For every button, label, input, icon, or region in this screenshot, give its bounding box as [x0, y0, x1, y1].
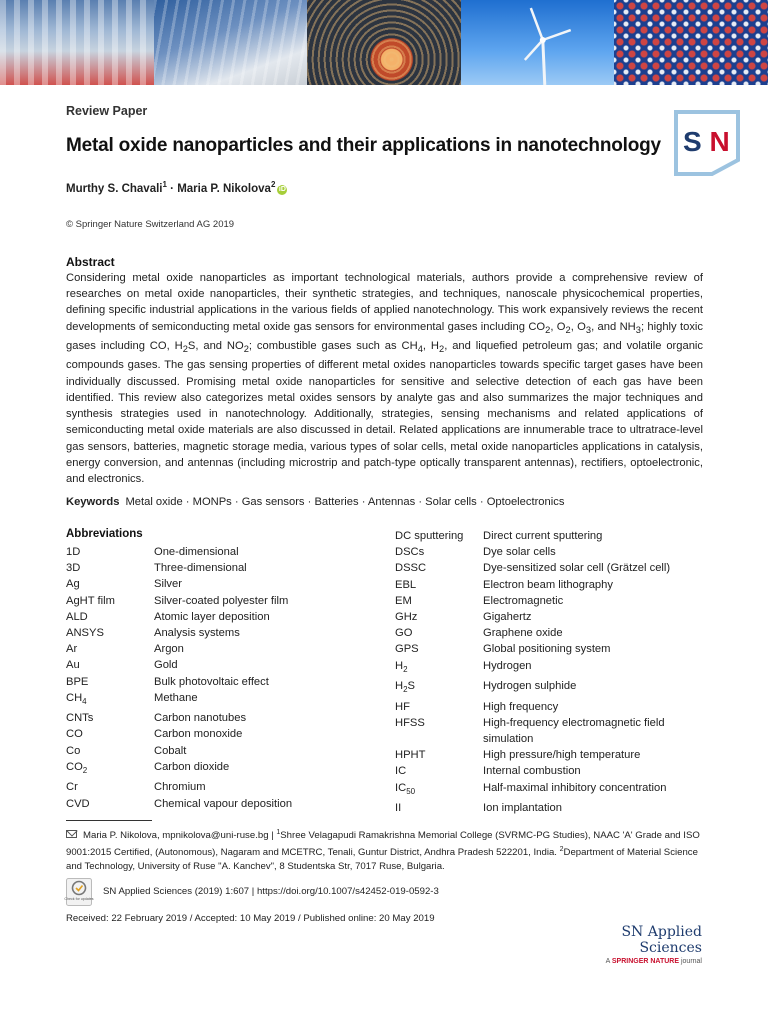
abbreviation-row	[395, 593, 715, 609]
journal-brand	[560, 924, 702, 965]
banner-photo-coil	[307, 0, 461, 85]
email-icon[interactable]	[66, 830, 77, 838]
abbreviation-definition: High pressure/high temperature	[483, 749, 641, 762]
abbreviation-term: 3D	[66, 562, 81, 575]
abbreviation-term: DC sputtering	[395, 530, 464, 542]
svg-text:S N	[683, 126, 730, 157]
abbreviation-term: $H_2$	[395, 659, 408, 674]
abbreviation-row	[395, 625, 715, 641]
check-for-updates-icon[interactable]	[66, 878, 92, 906]
sn-logo-icon	[672, 108, 742, 178]
abbreviation-row	[66, 625, 366, 641]
keywords-list: Metal oxide · MONPs · Gas sensors · Batteries · Antennas · Solar cells · Optoelectronics	[125, 496, 565, 508]
abbreviation-definition: Silver	[154, 578, 182, 591]
badge-text: Check for updates	[64, 897, 94, 901]
abbreviation-row	[395, 780, 715, 800]
journal-citation[interactable]: SN Applied Sciences (2019) 1:607 | https://doi.org/10.1007/s42452-019-0592-3	[103, 886, 439, 897]
abbreviation-row	[395, 577, 715, 593]
abbreviation-term: GPS	[395, 643, 419, 656]
abbreviation-row	[395, 763, 715, 779]
abbreviation-definition: Dye solar cells	[483, 546, 556, 559]
keywords-label: Keywords	[66, 496, 120, 508]
author-name[interactable]: Maria P. Nikolova	[177, 182, 271, 195]
abbreviation-term: Ag	[66, 578, 80, 591]
paper-type: Review Paper	[66, 104, 148, 118]
abbreviation-row	[395, 678, 715, 698]
header-banner	[0, 0, 768, 85]
abbreviation-definition: Dye-sensitized solar cell (Grätzel cell)	[483, 562, 671, 575]
abbreviation-definition: Global positioning system	[483, 643, 611, 656]
abbreviation-row	[66, 657, 366, 673]
abbreviation-row	[66, 560, 366, 576]
abbreviation-definition: Gigahertz	[483, 611, 532, 624]
abbreviations-list-right	[395, 528, 715, 816]
affiliation-2: Department of Material Science and Technology, University of Ruse "A. Kanchev", 8 Studentska Str, 7017 Ruse, Bulgaria.	[66, 847, 698, 873]
abbreviation-definition: Direct current sputtering	[483, 530, 603, 542]
abbreviation-row	[66, 759, 366, 779]
abbreviation-definition: High frequency	[483, 700, 559, 713]
abbreviation-definition: Internal combustion	[483, 765, 581, 778]
abbreviation-row	[395, 560, 715, 576]
abbreviation-row	[66, 674, 366, 690]
abbreviation-definition: Gold	[154, 659, 178, 672]
abbreviation-term: DSCs	[395, 546, 425, 559]
abbreviation-row	[395, 800, 715, 816]
abbreviation-row	[66, 796, 366, 812]
abbreviation-definition: Chromium	[154, 781, 206, 794]
abbreviation-term: $CO_2$	[66, 760, 88, 776]
abbreviation-definition: High-frequency electromagnetic field simulation	[483, 716, 665, 745]
logo-text: S	[683, 126, 702, 157]
banner-photo-machinery	[154, 0, 308, 85]
paper-title: Metal oxide nanoparticles and their applications in nanotechnology	[66, 135, 661, 156]
abbreviation-term: CO	[66, 728, 83, 741]
banner-photo-city	[0, 0, 154, 85]
abbreviation-row	[66, 576, 366, 592]
abbreviation-row	[66, 779, 366, 795]
abbreviation-term: EBL	[395, 578, 417, 591]
abbreviation-definition: Carbon monoxide	[154, 728, 243, 741]
abbreviation-term: IC	[395, 765, 407, 778]
abbreviation-term: HFSS	[395, 716, 425, 729]
abbreviation-row	[66, 690, 366, 710]
abbreviation-row	[395, 699, 715, 715]
copyright-notice: © Springer Nature Switzerland AG 2019	[66, 219, 235, 230]
abbreviation-term: GHz	[395, 611, 418, 624]
abbreviation-definition: Hydrogen sulphide	[483, 680, 577, 693]
logo-letter: N	[709, 126, 730, 157]
abbreviation-row	[395, 658, 715, 678]
abbreviation-term: DSSC	[395, 562, 427, 575]
publication-dates: Received: 22 February 2019 / Accepted: 10 May 2019 / Published online: 20 May 2019	[66, 913, 435, 924]
abbreviation-definition: Electron beam lithography	[483, 578, 613, 591]
abbreviation-term: HPHT	[395, 749, 426, 762]
abbreviation-term: CVD	[66, 797, 90, 810]
abbreviation-definition: Methane	[154, 691, 198, 704]
abstract-body: Considering metal oxide nanoparticles as important technological materials, authors provide a comprehensive review of researches on metal oxide nanoparticles, their synthetic strategies, and techniques, nanoscale physicochemical properties, defining specific industrial applications in the various fields of applied nanotechnology. This work expansively reviews the recent developments of semiconducting metal oxide gas sensors for environmental gases including $CO_2$, $O_2$, $O_3$, and $NH_3$; highly toxic gases including CO, $H_2S$, and $NO_2$; combustible gases such as $CH_4$, $H_2$, and liquefied petroleum gas; and volatile organic compounds gases. The gas sensing properties of different metal oxides nanoparticles towards specific target gases have been individually discussed. Promising metal oxide nanoparticles for sensitive and selective detection of each gas have been identified. This review also categorizes metal oxides sensors by analyte gas and also summarizes the major techniques and synthesis strategies used in nanotechnology. Additionally, strategies, sensing mechanisms and related applications of semiconducting metal oxide materials are also discussed in detail. Related applications are innumerable trace to ultratrace-level gas sensors, batteries, magnetic storage media, various types of solar cells, metal oxide nanoparticles applications in catalysis, energy conversion, and antennas (including microstrip and patch-type optically transparent antennas), rectifiers, optoelectronic, and electronics.	[66, 272, 704, 485]
abbreviation-term: ANSYS	[66, 627, 104, 640]
publisher-line: A SPRINGER NATURE journal	[605, 958, 702, 965]
abbreviations-list-left	[66, 544, 366, 812]
abbreviation-row	[395, 641, 715, 657]
abbreviation-row	[395, 609, 715, 625]
banner-photo-molecules	[614, 0, 768, 85]
abbreviation-term: Au	[66, 659, 80, 672]
abstract-heading: Abstract	[66, 255, 115, 269]
abbreviation-term: Ar	[66, 643, 78, 656]
abbreviation-row	[395, 544, 715, 560]
corresponding-author[interactable]: Maria P. Nikolova, mpnikolova@uni-ruse.bg |	[83, 830, 277, 842]
affiliation-marker: 1	[162, 180, 167, 189]
abbreviation-definition: Electromagnetic	[483, 594, 564, 607]
author-name[interactable]: Murthy S. Chavali	[66, 182, 163, 195]
abbreviation-term: CNTs	[66, 712, 94, 725]
wind-turbine-icon	[461, 0, 615, 85]
affiliation-marker: 2	[270, 180, 276, 189]
abbreviation-definition: Carbon nanotubes	[154, 712, 247, 725]
abbreviation-term: AgHT film	[66, 594, 115, 607]
abbreviation-term: Cr	[66, 781, 78, 794]
abbreviation-row	[395, 715, 715, 747]
banner-photo-wind-turbine	[461, 0, 615, 85]
abbreviation-definition: Carbon dioxide	[154, 760, 230, 773]
abbreviation-term: EM	[395, 594, 412, 607]
abbreviation-row	[66, 726, 366, 742]
orcid-icon[interactable]: iD	[278, 185, 286, 193]
abbreviation-row	[66, 641, 366, 657]
author-separator: ·	[166, 182, 178, 195]
abbreviation-definition: Three-dimensional	[154, 562, 247, 575]
abbreviation-row	[66, 593, 366, 609]
abbreviations-heading: Abbreviations	[66, 528, 143, 540]
abbreviation-definition: Silver-coated polyester film	[154, 594, 289, 607]
abbreviation-definition: Ion implantation	[483, 801, 562, 814]
footnote-rule	[66, 820, 152, 821]
abbreviation-term: BPE	[66, 675, 89, 688]
abbreviation-row	[66, 743, 366, 759]
abbreviation-term: Co	[66, 744, 81, 757]
abbreviation-term: $IC_{50}$	[395, 781, 416, 796]
abbreviation-term: ALD	[66, 610, 88, 623]
abbreviation-definition: Half-maximal inhibitory concentration	[483, 781, 667, 794]
abbreviation-term: $H_2S$	[395, 680, 416, 695]
abbreviation-term: 1D	[66, 546, 81, 558]
abbreviation-term: $CH_4$	[66, 691, 87, 707]
keywords	[66, 496, 703, 508]
abbreviation-definition: Argon	[154, 643, 184, 656]
abbreviation-definition: One-dimensional	[154, 546, 239, 558]
affiliation-1: Shree Velagapudi Ramakrishna Memorial College (SVRMC-PG Studies), NAAC 'A' Grade and ISO 9001:2015 Certified, (Autonomous), Nagaram and MCETRC, Tenali, Guntur District, Andhra Pradesh 522201, India.	[66, 830, 700, 859]
abbreviation-definition: Bulk photovoltaic effect	[154, 675, 269, 688]
journal-name: SN Applied Sciences	[621, 924, 702, 956]
footnote-affiliations: Maria P. Nikolova, mpnikolova@uni-ruse.bg | $^1$Shree Velagapudi Ramakrishna Memorial College (SVRMC-PG Studies), NAAC 'A' Grade and ISO 9001:2015 Certified, (Autonomous), Nagaram and MCETRC, Tenali, Guntur District, Andhra Pradesh 522201, India. $^2$Department of Material Science and Technology, University of Ruse "A. Kanchev", 8 Studentska Str, 7017 Ruse, Bulgaria.	[66, 829, 700, 873]
abbreviation-definition: Chemical vapour deposition	[154, 797, 293, 810]
abbreviation-definition: Cobalt	[154, 744, 187, 757]
abbreviation-row	[66, 710, 366, 726]
abbreviation-row	[395, 747, 715, 763]
abbreviation-row	[66, 609, 366, 625]
abbreviation-term: HF	[395, 700, 410, 713]
abbreviation-term: GO	[395, 627, 413, 640]
abbreviation-definition: Atomic layer deposition	[154, 610, 270, 623]
abbreviation-row	[66, 544, 366, 560]
author-list	[66, 180, 287, 195]
abbreviation-definition: Analysis systems	[154, 627, 240, 640]
abbreviation-definition: Graphene oxide	[483, 627, 563, 640]
abbreviation-definition: Hydrogen	[483, 659, 532, 672]
abbreviation-term: II	[395, 801, 402, 814]
abbreviation-row	[395, 528, 715, 544]
